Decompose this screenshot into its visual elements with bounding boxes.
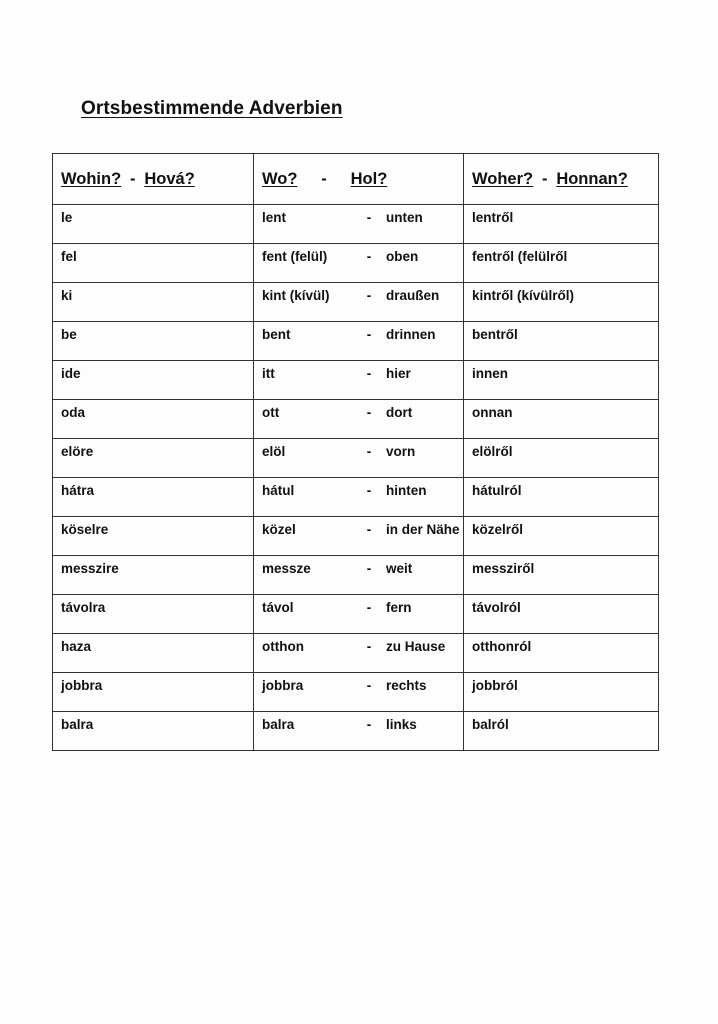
- wo-text: jobbra: [262, 678, 304, 693]
- wohin-text: haza: [61, 639, 92, 654]
- header-wo-hu: Hol?: [350, 169, 388, 188]
- table-row: [53, 634, 659, 673]
- wo-text: kint (kívül): [262, 288, 330, 303]
- table-row: [53, 205, 659, 244]
- header-dash: -: [321, 169, 327, 188]
- cell-woher: [464, 673, 659, 712]
- cell-wohin: [53, 283, 254, 322]
- wohin-text: hátra: [61, 483, 95, 498]
- page-title: Ortsbestimmende Adverbien: [81, 98, 343, 119]
- cell-wo: [254, 556, 464, 595]
- table-row: [53, 361, 659, 400]
- dash-text: -: [366, 717, 372, 732]
- header-wo-de: Wo?: [262, 169, 298, 188]
- dash-text: -: [366, 600, 372, 615]
- dash-text: -: [366, 522, 372, 537]
- wo-text: fent (felül): [262, 249, 328, 264]
- cell-woher: [464, 595, 659, 634]
- wo-text: balra: [262, 717, 295, 732]
- woher-text: kintről (kívülről): [472, 288, 575, 303]
- wo-text: ott: [262, 405, 280, 420]
- dash-text: -: [366, 327, 372, 342]
- table-row: [53, 244, 659, 283]
- german-text: rechts: [386, 678, 427, 693]
- woher-text: lentről: [472, 210, 514, 225]
- woher-text: elölről: [472, 444, 513, 459]
- german-text: unten: [386, 210, 423, 225]
- german-text: hier: [386, 366, 411, 381]
- german-text: vorn: [386, 444, 416, 459]
- table-row: [53, 478, 659, 517]
- cell-wo: [254, 244, 464, 283]
- wohin-text: távolra: [61, 600, 106, 615]
- header-wohin-de: Wohin?: [61, 169, 122, 188]
- cell-woher: [464, 634, 659, 673]
- cell-woher: [464, 400, 659, 439]
- cell-woher: [464, 361, 659, 400]
- wo-text: lent: [262, 210, 287, 225]
- wo-text: itt: [262, 366, 275, 381]
- cell-wohin: [53, 205, 254, 244]
- cell-wohin: [53, 556, 254, 595]
- wohin-text: fel: [61, 249, 77, 264]
- cell-woher: [464, 322, 659, 361]
- cell-wo: [254, 712, 464, 751]
- woher-text: innen: [472, 366, 508, 381]
- german-text: weit: [386, 561, 413, 576]
- dash-text: -: [366, 678, 372, 693]
- wohin-text: le: [61, 210, 73, 225]
- woher-text: bentről: [472, 327, 518, 342]
- german-text: drinnen: [386, 327, 436, 342]
- wo-text: messze: [262, 561, 311, 576]
- cell-wo: [254, 439, 464, 478]
- cell-woher: [464, 439, 659, 478]
- woher-text: jobbról: [472, 678, 518, 693]
- cell-woher: [464, 205, 659, 244]
- table-row: [53, 712, 659, 751]
- table-row: [53, 673, 659, 712]
- dash-text: -: [366, 210, 372, 225]
- woher-text: közelről: [472, 522, 524, 537]
- cell-wohin: [53, 712, 254, 751]
- cell-woher: [464, 712, 659, 751]
- cell-wo: [254, 673, 464, 712]
- german-text: links: [386, 717, 417, 732]
- table-row: [53, 439, 659, 478]
- dash-text: -: [366, 444, 372, 459]
- woher-text: otthonról: [472, 639, 532, 654]
- german-text: hinten: [386, 483, 427, 498]
- cell-woher: [464, 283, 659, 322]
- wo-text: hátul: [262, 483, 295, 498]
- dash-text: -: [366, 561, 372, 576]
- dash-text: -: [366, 366, 372, 381]
- cell-wohin: [53, 595, 254, 634]
- cell-wohin: [53, 361, 254, 400]
- woher-text: távolról: [472, 600, 521, 615]
- cell-wo: [254, 634, 464, 673]
- header-wohin: [53, 154, 254, 205]
- woher-text: fentről (felülről: [472, 249, 568, 264]
- header-woher-hu: Honnan?: [556, 169, 628, 188]
- wo-text: távol: [262, 600, 294, 615]
- header-dash: -: [541, 169, 548, 188]
- table-row: [53, 322, 659, 361]
- table-row: [53, 400, 659, 439]
- wohin-text: ki: [61, 288, 73, 303]
- wo-text: közel: [262, 522, 296, 537]
- cell-wohin: [53, 244, 254, 283]
- german-text: fern: [386, 600, 412, 615]
- cell-wo: [254, 517, 464, 556]
- german-text: draußen: [386, 288, 440, 303]
- cell-wohin: [53, 478, 254, 517]
- woher-text: hátulról: [472, 483, 522, 498]
- wohin-text: jobbra: [61, 678, 103, 693]
- table-row: [53, 595, 659, 634]
- woher-text: onnan: [472, 405, 513, 420]
- dash-text: -: [366, 405, 372, 420]
- german-text: zu Hause: [386, 639, 446, 654]
- cell-wo: [254, 595, 464, 634]
- cell-wohin: [53, 439, 254, 478]
- cell-wohin: [53, 400, 254, 439]
- wo-text: elöl: [262, 444, 286, 459]
- wohin-text: oda: [61, 405, 86, 420]
- header-dash: -: [130, 169, 136, 188]
- cell-wo: [254, 478, 464, 517]
- german-text: dort: [386, 405, 413, 420]
- cell-woher: [464, 244, 659, 283]
- table-header-row: [53, 154, 659, 205]
- dash-text: -: [366, 639, 372, 654]
- table-row: [53, 283, 659, 322]
- adverb-table: [52, 153, 659, 751]
- wohin-text: elöre: [61, 444, 94, 459]
- woher-text: messziről: [472, 561, 535, 576]
- cell-wohin: [53, 634, 254, 673]
- cell-wo: [254, 322, 464, 361]
- wohin-text: köselre: [61, 522, 109, 537]
- dash-text: -: [366, 288, 372, 303]
- cell-wo: [254, 361, 464, 400]
- header-wohin-hu: Hová?: [144, 169, 195, 188]
- german-text: in der Nähe: [386, 522, 460, 537]
- wohin-text: be: [61, 327, 77, 342]
- cell-wohin: [53, 673, 254, 712]
- cell-wohin: [53, 322, 254, 361]
- wohin-text: balra: [61, 717, 94, 732]
- wo-text: bent: [262, 327, 291, 342]
- dash-text: -: [366, 249, 372, 264]
- table-row: [53, 556, 659, 595]
- cell-woher: [464, 478, 659, 517]
- german-text: oben: [386, 249, 419, 264]
- wohin-text: ide: [61, 366, 81, 381]
- cell-woher: [464, 556, 659, 595]
- header-woher: [464, 154, 659, 205]
- woher-text: balról: [472, 717, 509, 732]
- cell-wo: [254, 283, 464, 322]
- dash-text: -: [366, 483, 372, 498]
- header-woher-de: Woher?: [472, 169, 534, 188]
- header-wo: [254, 154, 464, 205]
- cell-wohin: [53, 517, 254, 556]
- cell-wo: [254, 205, 464, 244]
- cell-woher: [464, 517, 659, 556]
- wohin-text: messzire: [61, 561, 119, 576]
- table-row: [53, 517, 659, 556]
- cell-wo: [254, 400, 464, 439]
- wo-text: otthon: [262, 639, 304, 654]
